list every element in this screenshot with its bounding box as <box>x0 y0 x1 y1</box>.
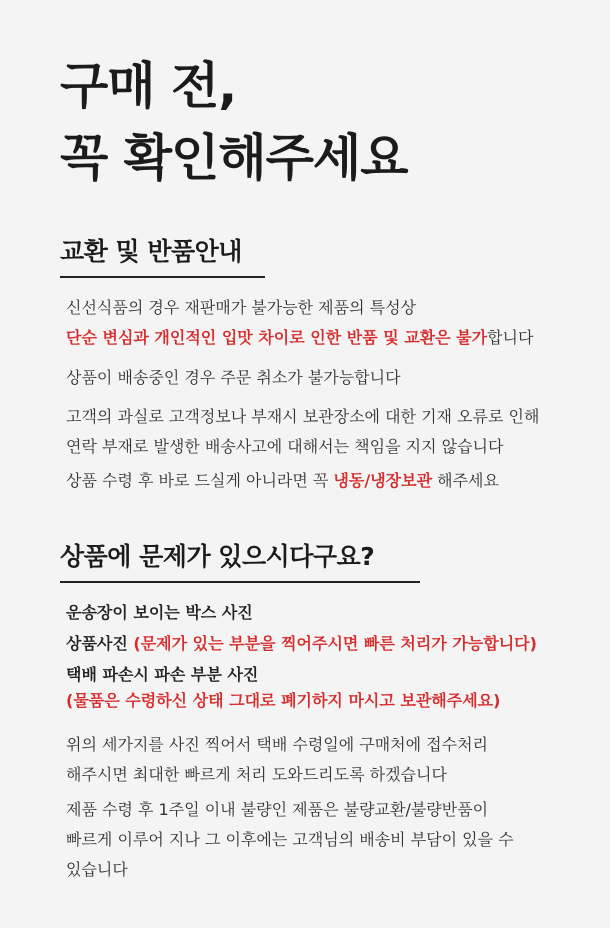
photo-item-product-note: (문제가 있는 부분을 찍어주시면 빠른 처리가 가능합니다) <box>133 634 537 653</box>
notice-delivery-line2: 연락 부재로 발생한 배송사고에 대해서는 책임을 지지 않습니다 <box>66 437 504 456</box>
title-line-1: 구매 전, <box>60 57 237 115</box>
notice-storage <box>66 466 499 496</box>
photo-item-damage-note: (물품은 수령하신 상태 그대로 폐기하지 마시고 보관해주세요) <box>66 691 501 710</box>
notice-submit-line2: 해주시면 최대한 빠르게 처리 도와드리도록 하겠습니다 <box>66 765 447 784</box>
exchange-return-heading: 교환 및 반품안내 <box>60 232 265 278</box>
photo-item-damage-head: 택배 파손시 파손 부분 사진 <box>66 665 259 684</box>
notice-defect-line2: 빠르게 이루어 지나 그 이후에는 고객님의 배송비 부담이 있을 수 <box>66 830 514 849</box>
photo-item-damage <box>66 662 500 714</box>
notice-fresh-food <box>66 293 533 353</box>
page-title <box>60 50 408 194</box>
notice-delivery-liability <box>66 402 539 462</box>
storage-warning: 냉동/냉장보관 <box>333 471 433 490</box>
photo-item-box: 운송장이 보이는 박스 사진 <box>66 603 253 622</box>
photo-item-product <box>66 629 537 659</box>
notice-fresh-food-line2 <box>66 323 533 353</box>
notice-defect <box>66 795 514 885</box>
notice-submit-line1: 위의 세가지를 사진 찍어서 택배 수령일에 구매처에 접수처리 <box>66 735 489 754</box>
notice-storage-head: 상품 수령 후 바로 드실게 아니라면 꼭 <box>66 471 334 490</box>
title-line-2: 꼭 확인해주세요 <box>60 129 408 187</box>
notice-cancel: 상품이 배송중인 경우 주문 취소가 불가능합니다 <box>66 368 401 387</box>
notice-defect-line3: 있습니다 <box>66 860 128 879</box>
notice-delivery-line1: 고객의 과실로 고객정보나 부재시 보관장소에 대한 기재 오류로 인해 <box>66 407 540 426</box>
notice-submit <box>66 730 488 790</box>
problem-heading: 상품에 문제가 있으시다구요? <box>60 537 420 583</box>
no-return-warning: 단순 변심과 개인적인 입맛 차이로 인한 반품 및 교환은 불가 <box>66 328 488 347</box>
notice-storage-tail: 해주세요 <box>432 471 499 490</box>
no-return-tail: 합니다 <box>487 328 534 347</box>
notice-defect-line1: 제품 수령 후 1주일 이내 불량인 제품은 불량교환/불량반품이 <box>66 800 489 819</box>
photo-item-product-head: 상품사진 <box>66 634 134 653</box>
notice-fresh-food-line1: 신선식품의 경우 재판매가 불가능한 제품의 특성상 <box>66 298 417 317</box>
